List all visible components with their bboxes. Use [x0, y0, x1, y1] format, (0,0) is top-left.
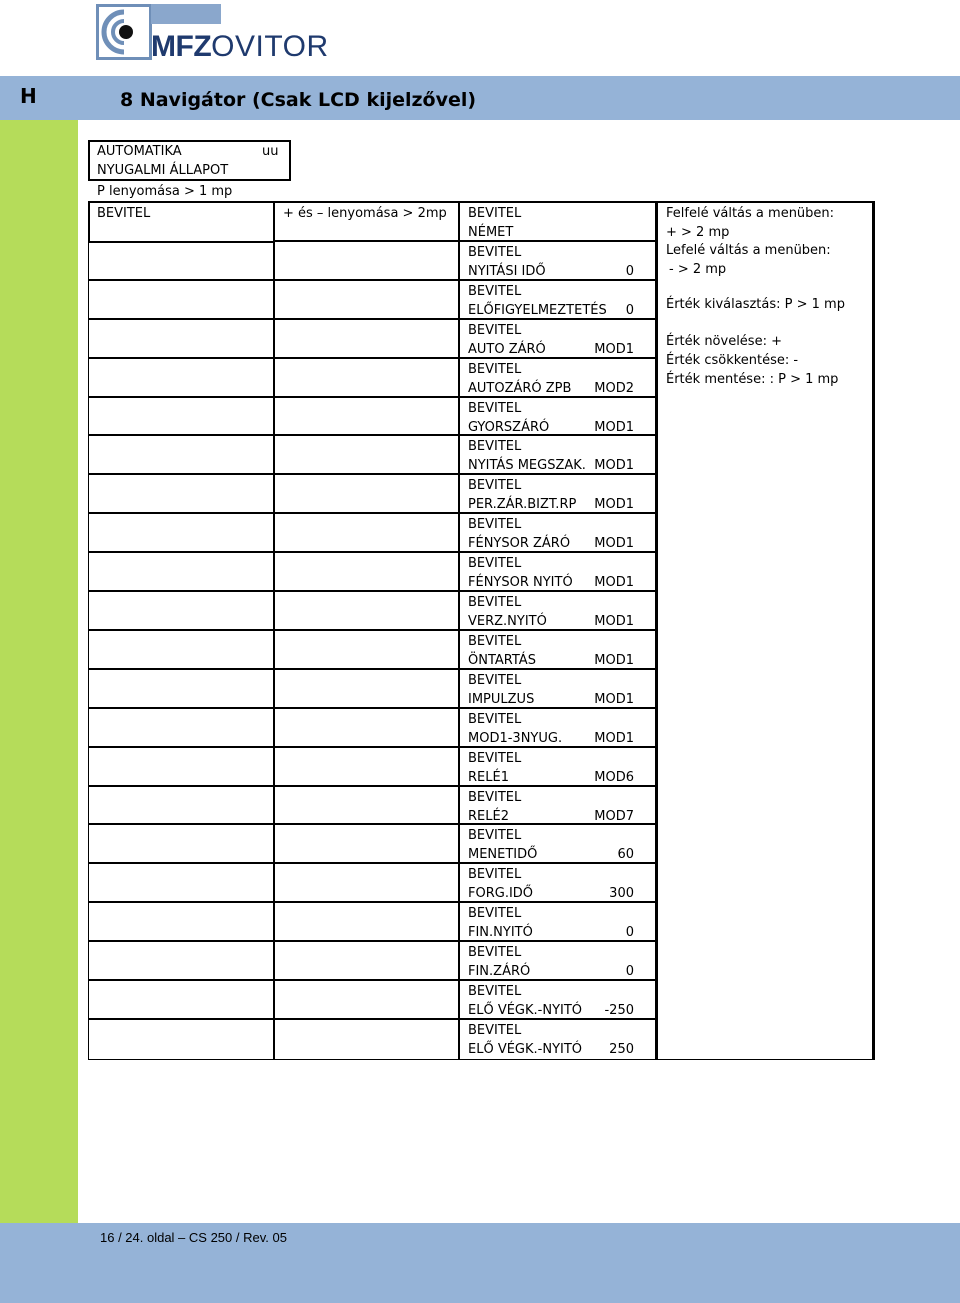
menu-row-title: BEVITEL — [468, 478, 522, 493]
menu-row-title: BEVITEL — [468, 245, 522, 260]
table-row-divider — [88, 668, 657, 670]
entry-label: BEVITEL — [97, 206, 151, 221]
page-title: 8 Navigátor (Csak LCD kijelzővel) — [120, 89, 477, 111]
table-row-divider — [88, 823, 657, 825]
menu-row-item: NÉMET — [468, 225, 514, 240]
menu-row-item: IMPULZUS — [468, 692, 535, 707]
menu-row-item: RELÉ1 — [468, 770, 509, 785]
menu-row-title: BEVITEL — [468, 828, 522, 843]
menu-row-title: BEVITEL — [468, 323, 522, 338]
entry-action: + és – lenyomása > 2mp — [283, 206, 447, 221]
status-line2: NYUGALMI ÁLLAPOT — [97, 163, 229, 178]
help-select: Érték kiválasztás: P > 1 mp — [666, 297, 845, 312]
menu-row-item: FÉNYSOR ZÁRÓ — [468, 536, 571, 551]
menu-row-value: MOD2 — [594, 381, 634, 396]
menu-row-item: NYITÁSI IDŐ — [468, 264, 546, 279]
menu-row-item: FÉNYSOR NYITÓ — [468, 575, 573, 590]
menu-row-title: BEVITEL — [468, 945, 522, 960]
menu-row-title: BEVITEL — [468, 906, 522, 921]
menu-row-value: 0 — [625, 264, 634, 279]
instruction-text: P lenyomása > 1 mp — [97, 184, 233, 199]
menu-row-title: BEVITEL — [468, 1023, 522, 1038]
menu-row-item: ELŐ VÉGK.-NYITÓ — [468, 1003, 583, 1018]
menu-row-item: ÖNTARTÁS — [468, 653, 536, 668]
menu-row-value: MOD1 — [594, 536, 634, 551]
help-up-value: + > 2 mp — [666, 225, 730, 240]
logo-mark-icon — [96, 4, 156, 64]
menu-row-item: PER.ZÁR.BIZT.RP — [468, 497, 577, 512]
table-row-divider — [88, 629, 657, 631]
table-row-divider — [88, 279, 657, 281]
table-row-divider — [88, 551, 657, 553]
menu-row-title: BEVITEL — [468, 751, 522, 766]
menu-row-title: BEVITEL — [468, 517, 522, 532]
status-line1: AUTOMATIKA — [97, 144, 182, 159]
table-row-divider — [88, 396, 657, 398]
menu-row-title: BEVITEL — [468, 401, 522, 416]
menu-row-title: BEVITEL — [468, 867, 522, 882]
menu-row-title: BEVITEL — [468, 206, 522, 221]
table-row-divider — [88, 746, 657, 748]
menu-row-value: MOD1 — [594, 653, 634, 668]
menu-row-value: 0 — [625, 964, 634, 979]
menu-row-value: MOD1 — [594, 497, 634, 512]
menu-row-item: ELŐFIGYELMEZTETÉS — [468, 303, 607, 318]
menu-row-item: FORG.IDŐ — [468, 886, 534, 901]
menu-row-value: -250 — [604, 1003, 634, 1018]
logo-wordmark: MFZOVITOR — [151, 30, 329, 63]
menu-row-title: BEVITEL — [468, 362, 522, 377]
menu-row-title: BEVITEL — [468, 595, 522, 610]
help-up-label: Felfelé váltás a menüben: — [666, 206, 835, 221]
table-row-divider — [88, 901, 657, 903]
menu-row-title: BEVITEL — [468, 556, 522, 571]
menu-row-value: MOD1 — [594, 692, 634, 707]
menu-row-value: MOD6 — [594, 770, 634, 785]
help-decrease: Érték csökkentése: - — [666, 353, 799, 368]
menu-row-item: FIN.ZÁRÓ — [468, 964, 531, 979]
menu-row-title: BEVITEL — [468, 790, 522, 805]
menu-row-item: AUTO ZÁRÓ — [468, 342, 546, 357]
menu-row-value: MOD1 — [594, 614, 634, 629]
menu-row-item: AUTOZÁRÓ ZPB — [468, 381, 572, 396]
menu-row-value: MOD1 — [594, 575, 634, 590]
help-down-label: Lefelé váltás a menüben: — [666, 243, 831, 258]
menu-row-item: ELŐ VÉGK.-NYITÓ — [468, 1042, 583, 1057]
menu-row-value: 300 — [609, 886, 634, 901]
table-row-divider — [88, 862, 657, 864]
menu-row-item: RELÉ2 — [468, 809, 509, 824]
table-row-divider — [275, 240, 657, 242]
menu-row-item: VERZ.NYITÓ — [468, 614, 547, 629]
menu-row-title: BEVITEL — [468, 984, 522, 999]
table-row-divider — [88, 940, 657, 942]
status-code: uu — [262, 144, 279, 159]
language-letter: H — [20, 84, 37, 108]
menu-row-value: MOD1 — [594, 731, 634, 746]
menu-row-value: 0 — [625, 303, 634, 318]
menu-row-value: MOD1 — [594, 420, 634, 435]
menu-row-value: 0 — [625, 925, 634, 940]
menu-row-title: BEVITEL — [468, 673, 522, 688]
table-row-divider — [88, 707, 657, 709]
table-row-divider — [88, 785, 657, 787]
menu-row-value: MOD1 — [594, 342, 634, 357]
menu-row-item: NYITÁS MEGSZAK. — [468, 458, 586, 473]
table-row-divider — [88, 979, 657, 981]
menu-row-value: 60 — [617, 847, 634, 862]
menu-row-title: BEVITEL — [468, 284, 522, 299]
menu-row-item: MENETIDŐ — [468, 847, 538, 862]
menu-row-item: MOD1-3NYUG. — [468, 731, 563, 746]
menu-row-title: BEVITEL — [468, 439, 522, 454]
menu-row-title: BEVITEL — [468, 634, 522, 649]
help-increase: Érték növelése: + — [666, 334, 782, 349]
menu-row-value: 250 — [609, 1042, 634, 1057]
menu-row-item: GYORSZÁRÓ — [468, 420, 550, 435]
menu-row-title: BEVITEL — [468, 712, 522, 727]
menu-row-value: MOD1 — [594, 458, 634, 473]
menu-row-item: FIN.NYITÓ — [468, 925, 533, 940]
footer-page-info: 16 / 24. oldal – CS 250 / Rev. 05 — [100, 1230, 287, 1245]
help-save: Érték mentése: : P > 1 mp — [666, 372, 839, 387]
table-row-divider — [88, 357, 657, 359]
menu-row-value: MOD7 — [594, 809, 634, 824]
table-row-divider — [88, 434, 657, 436]
side-band — [0, 120, 78, 1223]
help-down-value: - > 2 mp — [669, 262, 727, 277]
